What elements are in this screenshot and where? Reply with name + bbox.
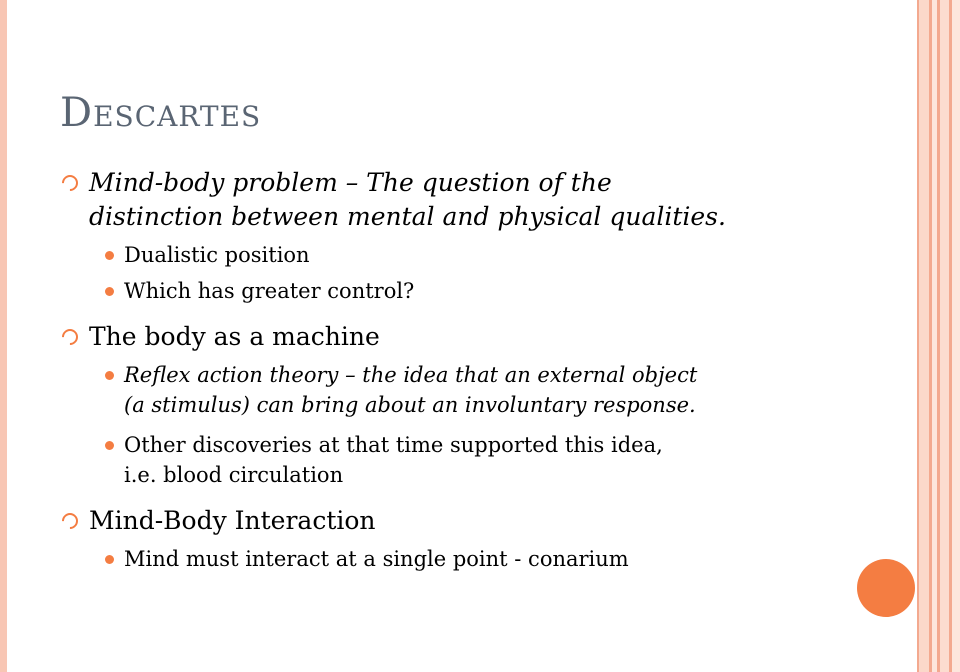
dot-bullet-icon [105, 441, 114, 450]
sub-bullet-line: (a stimulus) can bring about an involuntary response. [124, 393, 696, 417]
sub-bullet-line: i.e. blood circulation [124, 463, 344, 487]
sub-bullet-reflex [62, 360, 842, 420]
ring-bullet-icon [59, 326, 82, 349]
ring-bullet-icon [59, 172, 82, 195]
sub-bullet-line: Dualistic position [124, 243, 310, 267]
bullet-line: Mind-body problem – The question of the [89, 168, 612, 197]
bullet-line: The body as a machine [89, 322, 380, 351]
bullet-mind-body-problem [62, 166, 842, 234]
dot-bullet-icon [105, 555, 114, 564]
decorative-stripes [919, 0, 960, 672]
sub-bullet-line: Reflex action theory – the idea that an external object [124, 363, 698, 387]
sub-bullet-line: Mind must interact at a single point - conarium [124, 547, 629, 571]
bullet-line: Mind-Body Interaction [89, 506, 376, 535]
sub-bullet-discoveries [62, 430, 842, 490]
slide-title: Descartes [60, 90, 262, 136]
bullet-mind-body-interaction [62, 504, 842, 538]
dot-bullet-icon [105, 371, 114, 380]
bullet-line: distinction between mental and physical qualities. [89, 202, 726, 231]
slide-content [62, 166, 842, 574]
bullet-body-machine [62, 320, 842, 354]
sub-bullet-line: Other discoveries at that time supported this idea, [124, 433, 663, 457]
orange-circle-decoration [857, 559, 915, 617]
dot-bullet-icon [105, 251, 114, 260]
sub-bullet-conarium [62, 544, 842, 574]
dot-bullet-icon [105, 287, 114, 296]
sub-bullet-line: Which has greater control? [124, 279, 415, 303]
sub-bullet-dualistic [62, 240, 842, 270]
ring-bullet-icon [59, 510, 82, 533]
sub-bullet-control [62, 276, 842, 306]
